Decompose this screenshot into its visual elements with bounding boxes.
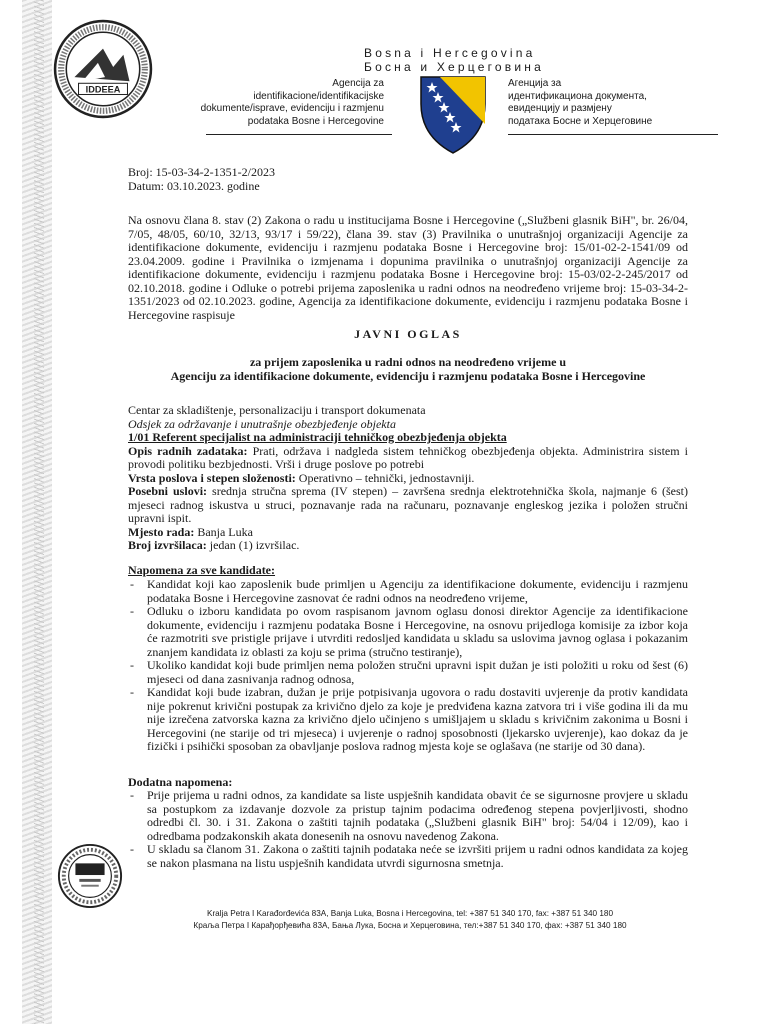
agency-name-cyrillic: Агенција за идентификациона документа, евиденцију и размјену података Босне и Херцеговине [508,78,653,127]
duties-text: Prati, održava i nadgleda sistem tehničkog obezbjeđenja objekta. Administrira sistem i provodi politiku bezbjednosti. Vrši i druge poslove po potrebi [128,443,689,471]
list-item: - Ukoliko kandidat koji bude primljen nema položen stručni upravni ispit dužan je isti položiti u roku od šest (6) mjeseci od dana zasnivanja radnog odnosa, [128,659,688,686]
count-label: Broj izvršilaca: [128,538,207,552]
certification-seal-icon [56,842,124,910]
agency-name-latin: Agencija za identifikacione/identifikacijske dokumente/isprave, evidenciju i razmjenu podataka Bosne i Hercegovine [200,78,384,127]
header-rule-left [206,134,392,135]
list-item: - U skladu sa članom 31. Zakona o zaštiti tajnih podataka neće se izvršiti prijem u radni odnos kandidata za kojeg se nakon plasmana na listu uspješnih kandidata utvrdi sigurnosna smetnja. [128,843,688,870]
country-title-cyrillic: Босна и Херцеговина [364,60,544,74]
conditions-text: srednja stručna sprema (IV stepen) – završena srednja elektrotehnička škola, najmanje 6 (šest) mjeseci radnog iskustva u struci, poznavanje rada na računaru, poznavanje engleskog jezika i položen stručni upravni ispit. [128,484,688,525]
job-description [128,404,688,553]
list-item: - Odluku o izboru kandidata po ovom raspisanom javnom oglasu donosi direktor Agencije za identifikacione dokumente, evidenciju i razmjenu podataka Bosne i Hercegovine, na osnovu prijedloga komisije za izbor koja će razmotriti sve pristigle prijave i utvrditi redosljed kandidata u skladu sa uslovima javnog oglasa i pokazanim znanjem kandidata iz oblasti za koju se prima (stručno testiranje), [128,605,688,659]
country-title-latin: Bosna i Hercegovina [364,46,536,60]
extra-notes-title: Dodatna napomena: [128,775,233,789]
logo-text: IDDEEA [85,84,121,95]
job-center: Centar za skladištenje, personalizaciju i transport dokumenata [128,403,426,417]
footer-address-latin: Kralja Petra I Karađorđevića 83A, Banja Luka, Bosna i Hercegovina, tel: +387 51 340 170, fax: +387 51 340 180 [206,909,613,918]
list-item: - Prije prijema u radni odnos, za kandidate sa liste uspješnih kandidata obavit će se sigurnosne provjere u skladu sa postupkom za izdavanje dozvole za pristup tajnim podacima određenog stepena povjerljivosti, shodno odredbi čl. 30. i 31. Zakona o zaštiti tajnih podataka („Službeni glasnik BiH" broj: 54/04 i 12/09), kao i odredbama podzakonskih akata donesenih na osnovu navedenog Zakona. [128,789,688,843]
count-text: jedan (1) izvršilac. [206,538,300,552]
list-item: - Kandidat koji bude izabran, dužan je prije potpisivanja ugovora o radu dostaviti uvjerenje da protiv kandidata nije pokrenut krivični postupak za krivično djelo za koje je predviđena kazna zatvora tri i više godina ili da mu nije izrečena zatvorska kazna za krivično djelo učinjeno s umišljajem u skladu s krivičnim zakonima u Bosni i Hercegovini (ne starije od tri mjeseca) i uvjerenje o radnoj sposobnosti (ljekarsko uvjerenje), kao dokaz da je fizički i psihički sposoban za obavljanje poslova radnog mjesta koje se oglašava (ne starije od 30 dana). [128,686,688,754]
job-department: Odsjek za održavanje i unutrašnje obezbjeđenje objekta [128,416,396,431]
reference-date: Datum: 03.10.2023. godine [128,178,260,193]
iddeea-logo-icon [52,18,154,120]
guilloche-border-overlay [34,0,44,1024]
header-rule-right [508,134,718,135]
duties-label: Opis radnih zadataka: [128,443,248,458]
document-heading: JAVNI OGLAS [354,327,462,341]
extra-notes-list [128,789,688,870]
intro-paragraph: Na osnovu člana 8. stav (2) Zakona o radu u institucijama Bosne i Hercegovine („Službeni glasnik BiH", br. 26/04, 7/05, 48/05, 60/10, 32/13, 93/17 i 59/22), člana 39. stav (3) Pravilnika o unutrašnjoj organizaciji Agencije za identifikacione dokumente, evidenciju i razmjenu podataka Bosne i Hercegovine broj: 15/01-02-2-1541/09 od 23.04.2009. godine i Pravilnika o izmjenama i dopunima pravilnika o unutrašnjoj organizaciji Agencije za identifikacione dokumente, evidenciju i razmjenu podataka Bosne i Hercegovine broj: 15-03/02-2-245/2017 od 02.10.2018. godine i Odluke o potrebi prijema zaposlenika u radni odnos na neodređeno vrijeme broj: 15-03-34-2-1351/2023 od 02.10.2023. godine, Agencija za identifikacione dokumente, evidenciju i razmjenu podataka Bosne i Hercegovine raspisuje [128,213,688,322]
job-type-label: Vrsta poslova i stepen složenosti: [128,470,296,485]
notes-title: Napomena za sve kandidate: [128,563,276,577]
coat-of-arms-icon [418,74,488,156]
footer-address-cyrillic: Краља Петра I Карађорђевића 83А, Бања Лука, Босна и Херцеговина, тел:+387 51 340 170, фах: +387 51 340 180 [193,921,627,930]
location-label: Mjesto rada: [128,524,195,539]
list-item: - Kandidat koji kao zaposlenik bude primljen u Agenciju za identifikacione dokumente, evidenciju i razmjenu podataka Bosne i Hercegovine zasnovat će radni odnos na neodređeno vrijeme, [128,578,688,605]
document-reference [128,166,688,193]
notes-list [128,578,688,754]
reference-number: Broj: 15-03-34-2-1351-2/2023 [128,165,275,179]
location-text: Banja Luka [194,524,253,539]
job-type-text: Operativno – tehnički, jednostavniji. [295,470,475,485]
document-subheading: za prijem zaposlenika u radni odnos na neodređeno vrijeme u Agenciju za identifikacione dokumente, evidenciju i razmjenu podataka Bosne i Hercegovine [170,355,646,383]
conditions-label: Posebni uslovi: [128,484,208,498]
job-position: 1/01 Referent specijalist na administraciji tehničkog obezbjeđenja objekta [128,430,507,444]
